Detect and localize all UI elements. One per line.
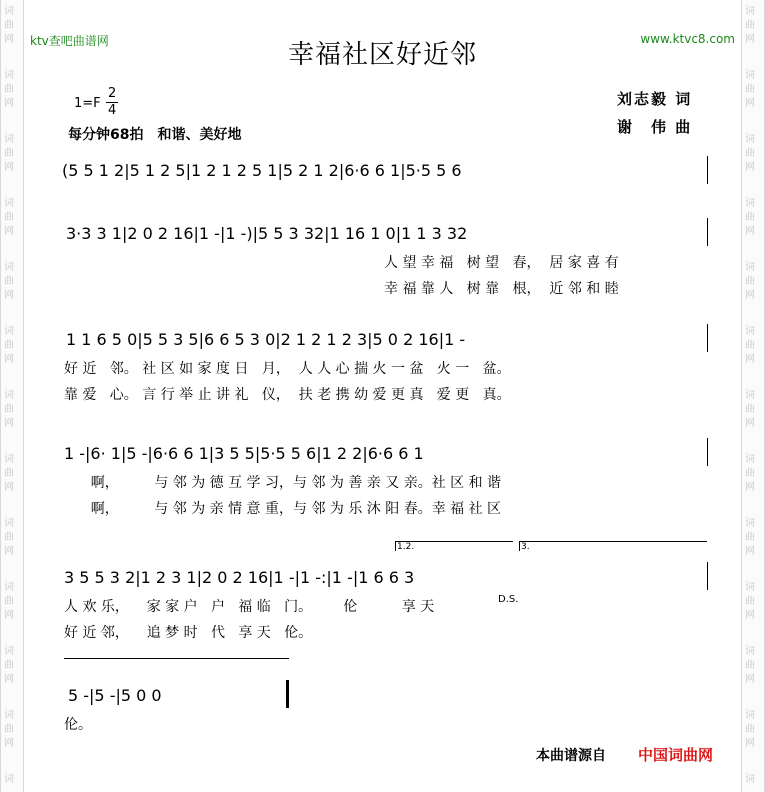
time-signature-bottom: 4 [108,103,117,118]
side-watermark-glyph: 曲 [745,212,755,223]
side-watermark-glyph: 曲 [4,276,14,287]
side-watermark-glyph: 曲 [4,212,14,223]
volta-bracket-1-hook [395,541,396,551]
dal-segno-mark: D.S. [498,594,519,605]
side-watermark-glyph: 网 [4,482,14,493]
notation-line-3: 1 1 6 5 0|5 5 3 5|6 6 5 3 0|2 1 2 1 2 3|5 0 2 16|1 - [66,330,466,349]
tie-line [64,658,289,659]
side-watermark-glyph: 词 [4,390,14,401]
side-watermark-glyph: 曲 [4,404,14,415]
right-watermark-strip [741,0,765,792]
lyrics-line-3a: 好 近 邻。 社 区 如 家 度 日 月， 人 人 心 揣 火 一 盆 火 一 盆。 [64,361,511,377]
side-watermark-glyph: 曲 [4,532,14,543]
side-watermark-glyph: 网 [745,418,755,429]
side-watermark-glyph: 曲 [745,20,755,31]
side-watermark-glyph: 曲 [4,20,14,31]
tempo-marking: 每分钟68拍 和谐、美好地 [68,127,242,143]
volta-1-label: 1.2. [397,542,415,552]
side-watermark-glyph: 网 [745,290,755,301]
side-watermark-glyph: 曲 [4,148,14,159]
lyrics-line-4b: 啊， 与 邻 为 亲 情 意 重，与 邻 为 乐 沐 阳 春。幸 福 社 区 [64,501,502,517]
lyrics-line-6: 伦。 [64,717,92,733]
side-watermark-glyph: 网 [745,674,755,685]
barline [707,324,708,352]
side-watermark-glyph: 词 [4,454,14,465]
side-watermark-glyph: 网 [4,738,14,749]
side-watermark-glyph: 词 [745,774,755,785]
side-watermark-glyph: 曲 [745,596,755,607]
side-watermark-glyph: 曲 [4,660,14,671]
side-watermark-glyph: 曲 [4,340,14,351]
lyrics-line-5a: 人 欢 乐， 家 家 户 户 福 临 门。 伦 享 天 [64,599,435,615]
side-watermark-glyph: 曲 [745,404,755,415]
side-watermark-glyph: 网 [745,34,755,45]
side-watermark-glyph: 网 [745,354,755,365]
side-watermark-glyph: 网 [4,226,14,237]
notation-line-2: 3·3 3 1|2 0 2 16|1 -|1 -)|5 5 3 32|1 16 1 0|1 1 3 32 [66,224,468,243]
side-watermark-glyph: 曲 [745,660,755,671]
side-watermark-glyph: 曲 [745,468,755,479]
notation-line-1: (5 5 1 2|5 1 2 5|1 2 1 2 5 1|5 2 1 2|6·6 6 1|5·5 5 6 [62,161,462,180]
side-watermark-glyph: 曲 [4,468,14,479]
barline [707,156,708,184]
volta-bracket-2-hook [519,541,520,551]
side-watermark-glyph: 词 [745,262,755,273]
side-watermark-glyph: 网 [745,162,755,173]
notation-line-6: 5 -|5 -|5 0 0 [68,686,162,705]
side-watermark-glyph: 词 [4,326,14,337]
side-watermark-glyph: 词 [745,582,755,593]
time-signature-top: 2 [108,86,117,101]
volta-2-label: 3. [521,542,530,552]
lyricist-credit: 刘志毅 词 [617,90,693,108]
side-watermark-glyph: 网 [745,610,755,621]
side-watermark-glyph: 词 [745,454,755,465]
side-watermark-glyph: 词 [4,582,14,593]
side-watermark-glyph: 词 [745,518,755,529]
side-watermark-glyph: 网 [4,34,14,45]
side-watermark-glyph: 曲 [745,532,755,543]
side-watermark-glyph: 网 [4,546,14,557]
left-watermark-strip [0,0,24,792]
side-watermark-glyph: 词 [745,390,755,401]
footer-source-link[interactable]: 中国词曲网 [638,746,714,764]
side-watermark-glyph: 词 [4,518,14,529]
side-watermark-glyph: 词 [745,134,755,145]
side-watermark-glyph: 词 [4,70,14,81]
side-watermark-glyph: 网 [4,418,14,429]
barline [707,562,708,590]
side-watermark-glyph: 网 [4,674,14,685]
side-watermark-glyph: 曲 [745,340,755,351]
side-watermark-glyph: 词 [745,6,755,17]
site-watermark-left: ktv查吧曲谱网 [30,34,109,48]
notation-line-5: 3 5 5 3 2|1 2 3 1|2 0 2 16|1 -|1 -:|1 -|1 6 6 3 [64,568,415,587]
composer-credit: 谢 伟 曲 [617,118,693,136]
side-watermark-glyph: 曲 [745,724,755,735]
side-watermark-glyph: 网 [4,162,14,173]
side-watermark-glyph: 网 [4,290,14,301]
side-watermark-glyph: 词 [4,6,14,17]
side-watermark-glyph: 网 [745,546,755,557]
side-watermark-glyph: 网 [4,610,14,621]
side-watermark-glyph: 词 [4,198,14,209]
lyrics-line-5b: 好 近 邻， 追 梦 时 代 享 天 伦。 [64,625,313,641]
side-watermark-glyph: 网 [745,482,755,493]
side-watermark-glyph: 词 [745,710,755,721]
side-watermark-glyph: 词 [4,774,14,785]
barline [707,438,708,466]
song-title: 幸福社区好近邻 [287,40,477,70]
lyrics-line-2a: 人 望 幸 福 树 望 春， 居 家 喜 有 [384,255,619,271]
side-watermark-glyph: 词 [745,198,755,209]
side-watermark-glyph: 曲 [4,724,14,735]
side-watermark-glyph: 曲 [4,596,14,607]
side-watermark-glyph: 网 [4,354,14,365]
side-watermark-glyph: 曲 [745,148,755,159]
side-watermark-glyph: 词 [4,646,14,657]
side-watermark-glyph: 词 [4,262,14,273]
side-watermark-glyph: 曲 [745,276,755,287]
key-signature: 1=F [74,96,101,111]
side-watermark-glyph: 词 [745,646,755,657]
barline [707,218,708,246]
lyrics-line-3b: 靠 爱 心。 言 行 举 止 讲 礼 仪， 扶 老 携 幼 爱 更 真 爱 更 真。 [64,387,511,403]
volta-bracket-2 [519,541,707,542]
lyrics-line-2b: 幸 福 靠 人 树 靠 根， 近 邻 和 睦 [384,281,619,297]
lyrics-line-4a: 啊， 与 邻 为 德 互 学 习，与 邻 为 善 亲 又 亲。社 区 和 谐 [64,475,502,491]
notation-line-4: 1 -|6· 1|5 -|6·6 6 1|3 5 5|5·5 5 6|1 2 2|6·6 6 1 [64,444,424,463]
side-watermark-glyph: 网 [745,738,755,749]
side-watermark-glyph: 词 [745,70,755,81]
side-watermark-glyph: 网 [745,98,755,109]
side-watermark-glyph: 曲 [4,84,14,95]
side-watermark-glyph: 网 [4,98,14,109]
side-watermark-glyph: 曲 [745,84,755,95]
side-watermark-glyph: 网 [745,226,755,237]
site-watermark-right: www.ktvc8.com [640,32,735,46]
footer-label: 本曲谱源自 [536,748,606,764]
side-watermark-glyph: 词 [745,326,755,337]
side-watermark-glyph: 词 [4,710,14,721]
final-barline [286,680,289,708]
side-watermark-glyph: 词 [4,134,14,145]
